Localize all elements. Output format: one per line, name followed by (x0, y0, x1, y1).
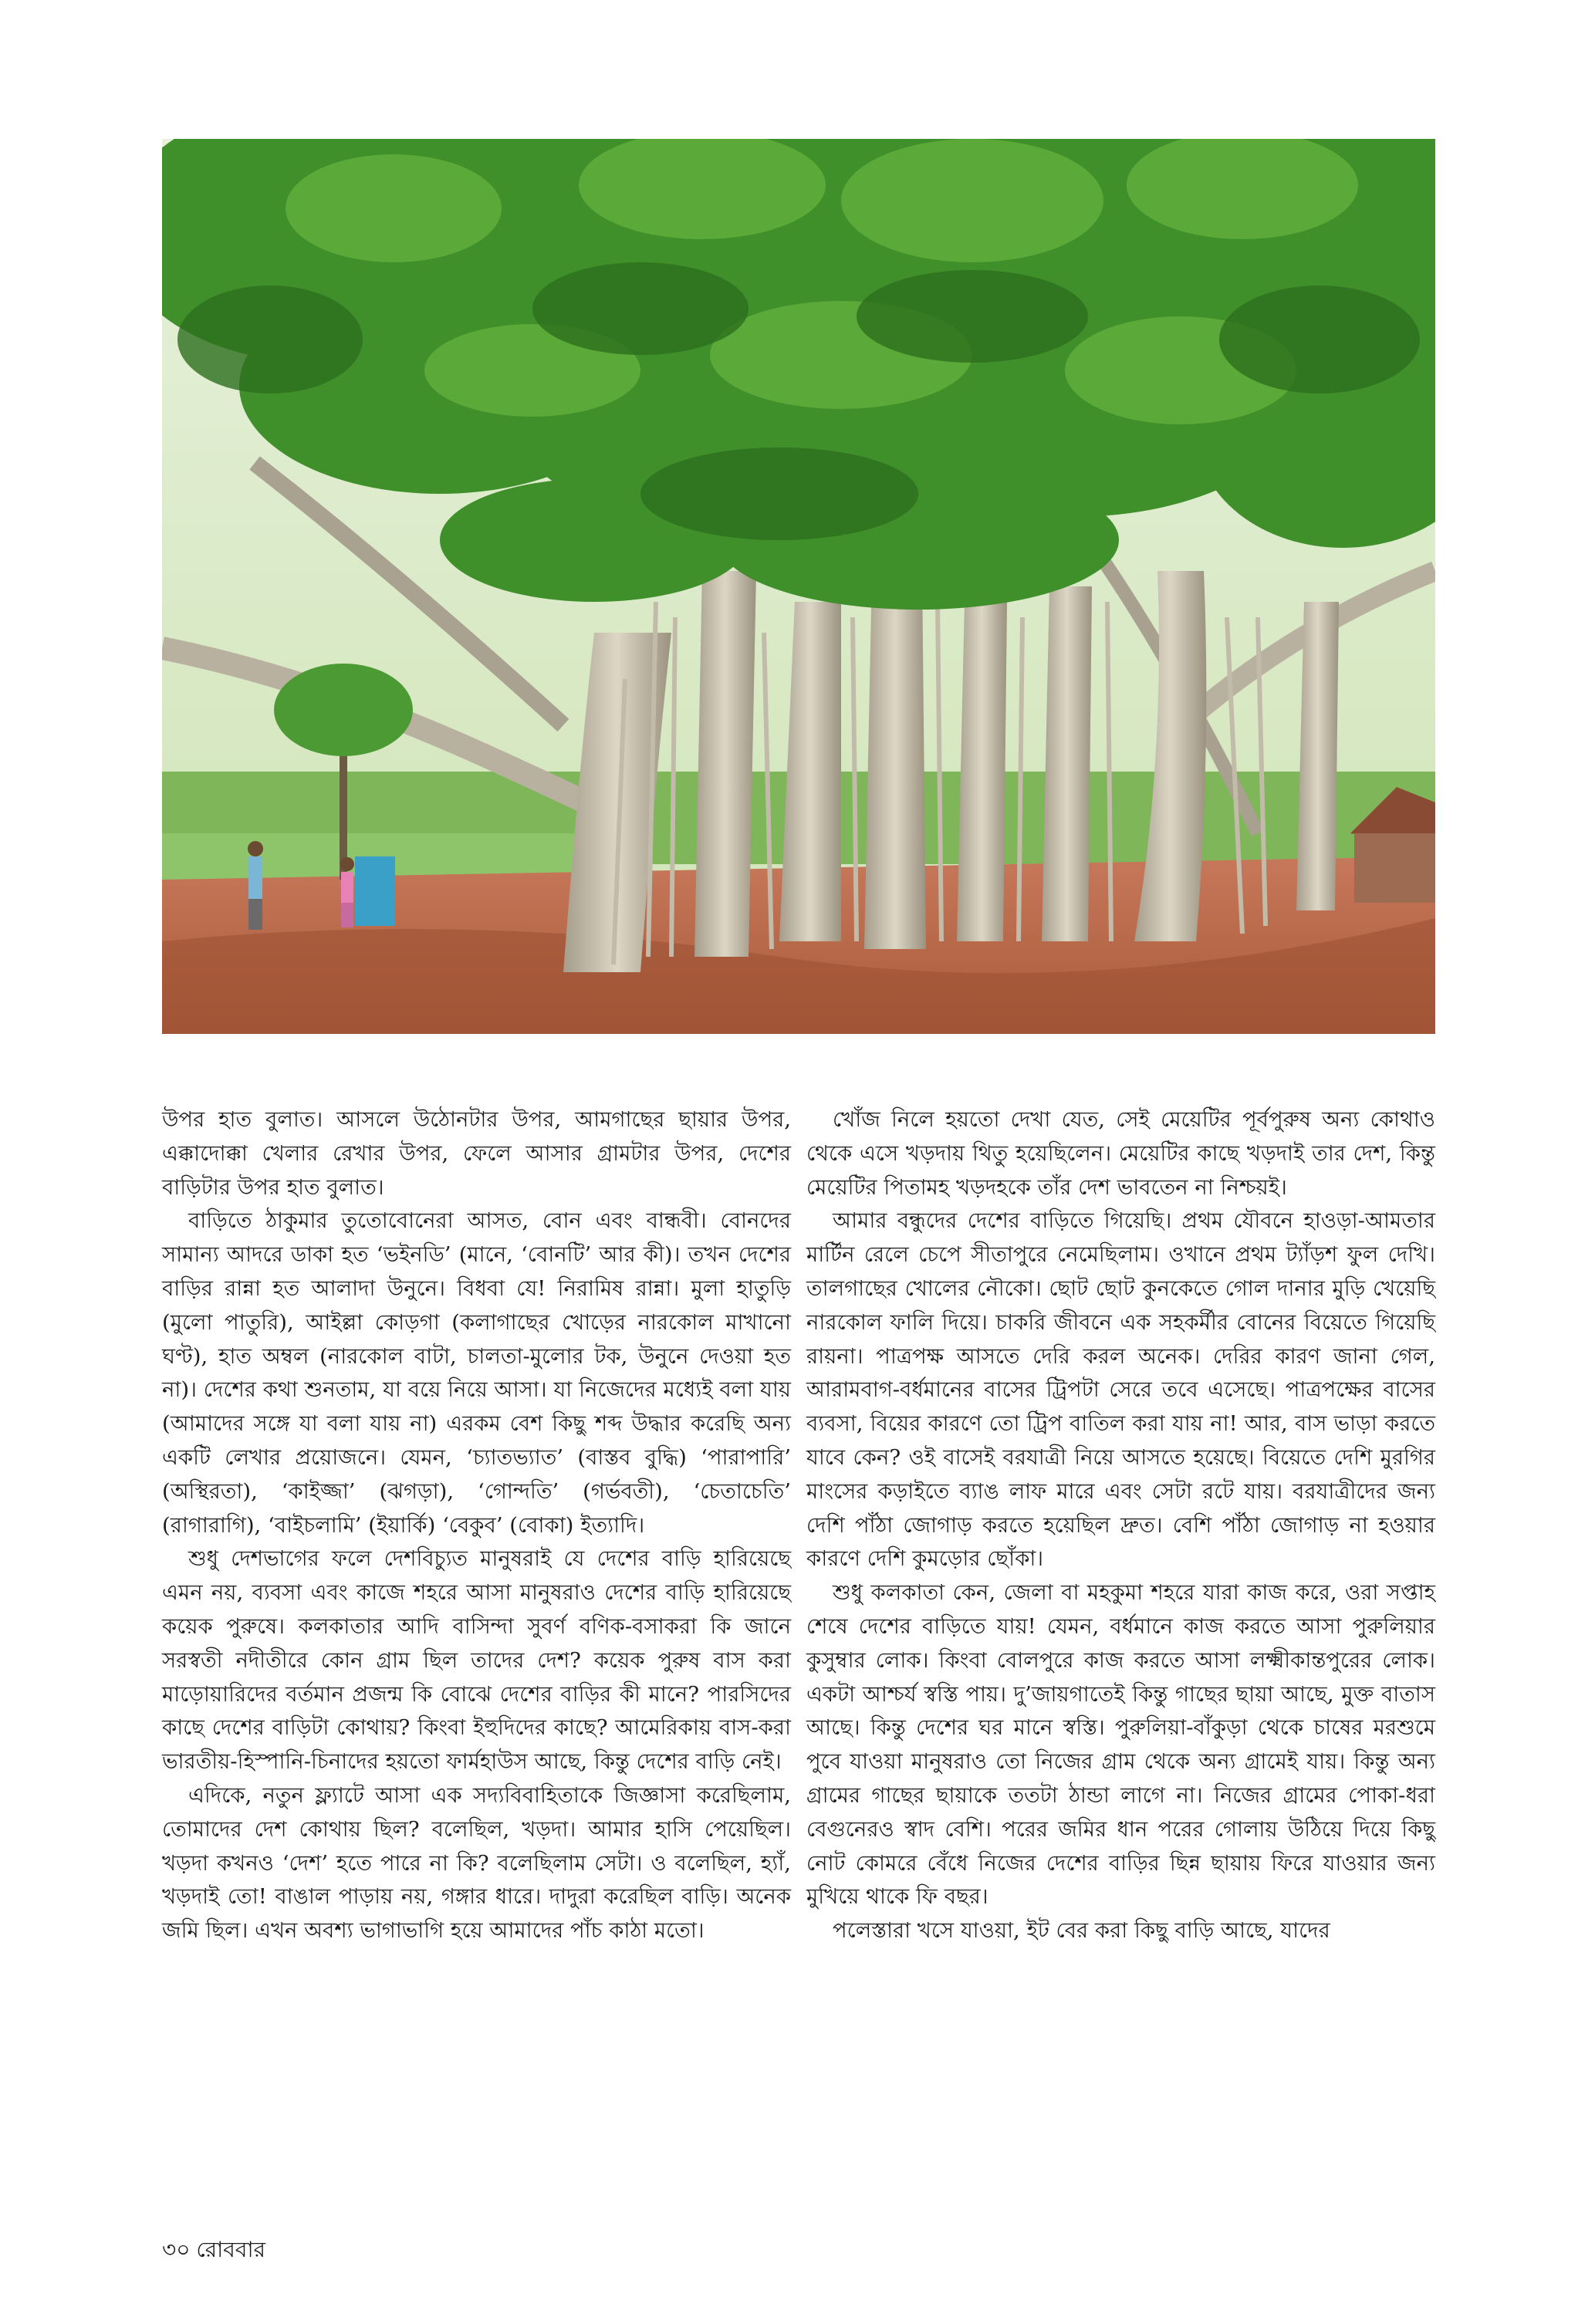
magazine-name: রোববার (196, 2237, 265, 2262)
paragraph: খোঁজ নিলে হয়তো দেখা যেত, সেই মেয়েটির পূর্বপুরুষ অন্য কোথাও থেকে এসে খড়দায় থিতু হয়েছিলেন। মেয়েটির কাছে খড়দাই তার দেশ, কিন্তু মেয়েটির পিতামহ খড়দহকে তাঁর দেশ ভাবতেন না নিশ্চয়ই। (806, 1107, 1435, 1200)
paragraph: শুধু কলকাতা কেন, জেলা বা মহকুমা শহরে যারা কাজ করে, ওরা সপ্তাহ শেষে দেশের বাড়িতে যায়! যেমন, বর্ধমানে কাজ করতে আসা পুরুলিয়ার কুসুম্বার লোক। কিংবা বোলপুরে কাজ করতে আসা লক্ষ্মীকান্তপুরের লোক। একটা আশ্চর্য স্বস্তি পায়। দু’জায়গাতেই কিন্তু গাছের ছায়া আছে, মুক্ত বাতাস আছে। কিন্তু দেশের ঘর মানে স্বস্তি। পুরুলিয়া-বাঁকুড়া থেকে চাষের মরশুমে পুবে যাওয়া মানুষরাও তো নিজের গ্রাম থেকে অন্য গ্রামেই যায়। কিন্তু অন্য গ্রামের গাছের ছায়াকে ততটা ঠান্ডা লাগে না। নিজের গ্রামের পোকা-ধরা বেগুনেরও স্বাদ বেশি। পরের জমির ধান পরের গোলায় উঠিয়ে দিয়ে কিছু নোট কোমরে বেঁধে নিজের দেশের বাড়ির ছিন্ন ছায়ায় ফিরে যাওয়ার জন্য মুখিয়ে থাকে ফি বছর। (806, 1580, 1435, 1910)
article-left-column (162, 1103, 791, 1948)
paragraph: শুধু দেশভাগের ফলে দেশবিচ্যুত মানুষরাই যে দেশের বাড়ি হারিয়েছে এমন নয়, ব্যবসা এবং কাজে শহরে আসা মানুষরাও দেশের বাড়ি হারিয়েছে কয়েক পুরুষে। কলকাতার আদি বাসিন্দা সুবর্ণ বণিক-বসাকরা কি জানে সরস্বতী নদীতীরে কোন গ্রাম ছিল তাদের দেশ? কয়েক পুরুষ বাস করা মাড়োয়ারিদের বর্তমান প্রজন্ম কি বোঝে দেশের বাড়ির কী মানে? পারসিদের কাছে দেশের বাড়িটা কোথায়? কিংবা ইহুদিদের কাছে? আমেরিকায় বাস-করা ভারতীয়-হিস্পানি-চিনাদের হয়তো ফার্মহাউস আছে, কিন্তু দেশের বাড়ি নেই। (162, 1546, 791, 1775)
page-number: ৩০ (162, 2237, 191, 2262)
banyan-tree-photo (162, 139, 1435, 1034)
paragraph: পলেস্তারা খসে যাওয়া, ইট বের করা কিছু বাড়ি আছে, যাদের (833, 1918, 1330, 1944)
article-right-column (806, 1103, 1435, 1948)
paragraph: আমার বন্ধুদের দেশের বাড়িতে গিয়েছি। প্রথম যৌবনে হাওড়া-আমতার মার্টিন রেলে চেপে সীতাপুরে নেমেছিলাম। ওখানে প্রথম ট্যাঁড়শ ফুল দেখি। তালগাছের খোলের নৌকো। ছোট ছোট কুনকেতে গোল দানার মুড়ি খেয়েছি নারকোল ফালি দিয়ে। চাকরি জীবনে এক সহকর্মীর বোনের বিয়েতে গিয়েছি রায়না। পাত্রপক্ষ আসতে দেরি করল অনেক। দেরির কারণ জানা গেল, আরামবাগ-বর্ধমানের বাসের ট্রিপটা সেরে তবে এসেছে। পাত্রপক্ষের বাসের ব্যবসা, বিয়ের কারণে তো ট্রিপ বাতিল করা যায় না! আর, বাস ভাড়া করতে যাবে কেন? ওই বাসেই বরযাত্রী নিয়ে আসতে হয়েছে। বিয়েতে দেশি মুরগির মাংসের কড়াইতে ব্যাঙ লাফ মারে এবং সেটা রটে যায়। বরযাত্রীদের জন্য দেশি পাঁঠা জোগাড় করতে হয়েছিল দ্রুত। বেশি পাঁঠা জোগাড় না হওয়ার কারণে দেশি কুমড়োর ছোঁকা। (806, 1208, 1435, 1572)
banyan-tree-illustration (162, 139, 1435, 1034)
paragraph: এদিকে, নতুন ফ্ল্যাটে আসা এক সদ্যবিবাহিতাকে জিজ্ঞাসা করেছিলাম, তোমাদের দেশ কোথায় ছিল? বলেছিল, খড়দা। আমার হাসি পেয়েছিল। খড়দা কখনও ‘দেশ’ হতে পারে না কি? বলেছিলাম সেটা। ও বলেছিল, হ্যাঁ, খড়দাই তো! বাঙাল পাড়ায় নয়, গঙ্গার ধারে। দাদুরা করেছিল বাড়ি। অনেক জমি ছিল। এখন অবশ্য ভাগাভাগি হয়ে আমাদের পাঁচ কাঠা মতো। (162, 1782, 791, 1944)
paragraph: বাড়িতে ঠাকুমার তুতোবোনেরা আসত, বোন এবং বান্ধবী। বোনদের সামান্য আদরে ডাকা হত ‘ভইনডি’ (মানে, ‘বোনটি’ আর কী)। তখন দেশের বাড়ির রান্না হত আলাদা উনুনে। বিধবা যে! নিরামিষ রান্না। মুলা হাতুড়ি (মুলো পাতুরি), আইল্লা কোড়গা (কলাগাছের খোড়ের নারকোল মাখানো ঘণ্ট), হাত অম্বল (নারকোল বাটা, চালতা-মুলোর টক, উনুনে দেওয়া হত না)। দেশের কথা শুনতাম, যা বয়ে নিয়ে আসা। যা নিজেদের মধ্যেই বলা যায় (আমাদের সঙ্গে যা বলা যায় না) এরকম বেশ কিছু শব্দ উদ্ধার করেছি অন্য একটি লেখার প্রয়োজনে। যেমন, ‘চ্যাতভ্যাত’ (বাস্তব বুদ্ধি) ‘পারাপারি’ (অস্থিরতা), ‘কাইজ্জা’ (ঝগড়া), ‘গোন্দতি’ (গর্ভবতী), ‘চেতাচেতি’ (রাগারাগি), ‘বাইচলামি’ (ইয়ার্কি) ‘বেকুব’ (বোকা) ইত্যাদি। (162, 1208, 791, 1538)
page-footer (162, 2236, 272, 2264)
paragraph: উপর হাত বুলাত। আসলে উঠোনটার উপর, আমগাছের ছায়ার উপর, এক্কাদোক্কা খেলার রেখার উপর, ফেলে আসার গ্রামটার উপর, দেশের বাড়িটার উপর হাত বুলাত। (162, 1107, 791, 1200)
